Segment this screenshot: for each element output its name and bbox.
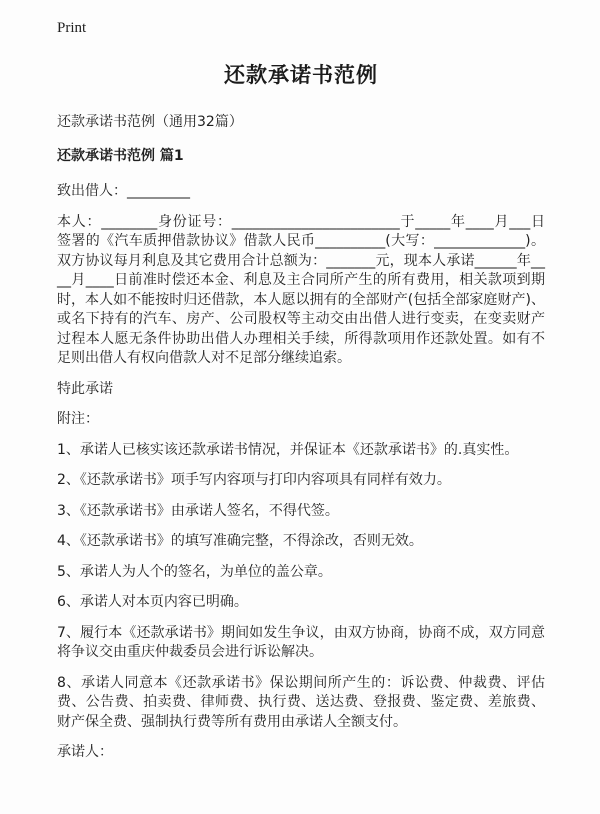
salutation-line: 致出借人：_________ [57, 183, 190, 199]
note-item-3: 3、《还款承诺书》由承诺人签名，不得代签。 [57, 502, 339, 519]
doc-subtitle: 还款承诺书范例（通用32篇） [57, 114, 243, 130]
body-paragraph: 本人：________身份证号：________________________于_____年____月___日签署的《汽车质押借款协议》借款人民币__________(大写：_____________)。双方协议每月利息及其它费用合计总额为：_______元，现本人承诺______年____月____日前准时偿还本金、利息及主合同所产生的所有费用，相关款项到期时，本人如不能按时归还借款，本人愿以拥有的全部财产(包括全部家庭财产)、或名下持有的汽车、房产、公司股权等主动交由出借人进行变卖，在变卖财产过程本人愿无条件协助出借人办理相关手续，所得款项用作还款处置。如有不足则出借人有权向借款人对不足部分继续追索。 [57, 213, 545, 366]
note-item-8: 8、承诺人同意本《还款承诺书》保讼期间所产生的：诉讼费、仲裁费、评估费、公告费、拍卖费、律师费、执行费、送达费、登报费、鉴定费、差旅费、财产保全费、强制执行费等所有费用由承诺人全额支付。 [57, 674, 545, 730]
notes-label: 附注： [57, 411, 99, 427]
note-item-4: 4、《还款承诺书》的填写准确完整，不得涂改，否则无效。 [57, 533, 423, 549]
note-item-5: 5、承诺人为人个的签名，为单位的盖公章。 [57, 563, 332, 580]
section-heading: 还款承诺书范例 篇1 [57, 148, 184, 164]
hereby-statement: 特此承诺 [57, 380, 113, 397]
note-item-1: 1、承诺人已核实该还款承诺书情况，并保证本《还款承诺书》的.真实性。 [57, 441, 519, 458]
print-button[interactable]: Print [57, 20, 87, 36]
page-title: 还款承诺书范例 [224, 63, 378, 87]
note-item-6: 6、承诺人对本页内容已明确。 [57, 594, 248, 610]
note-item-7: 7、履行本《还款承诺书》期间如发生争议，由双方协商，协商不成，双方同意将争议交由重庆仲裁委员会进行诉讼解决。 [57, 624, 545, 660]
signer-line: 承诺人： [57, 744, 113, 760]
note-item-2: 2、《还款承诺书》项手写内容项与打印内容项具有同样有效力。 [57, 472, 451, 488]
